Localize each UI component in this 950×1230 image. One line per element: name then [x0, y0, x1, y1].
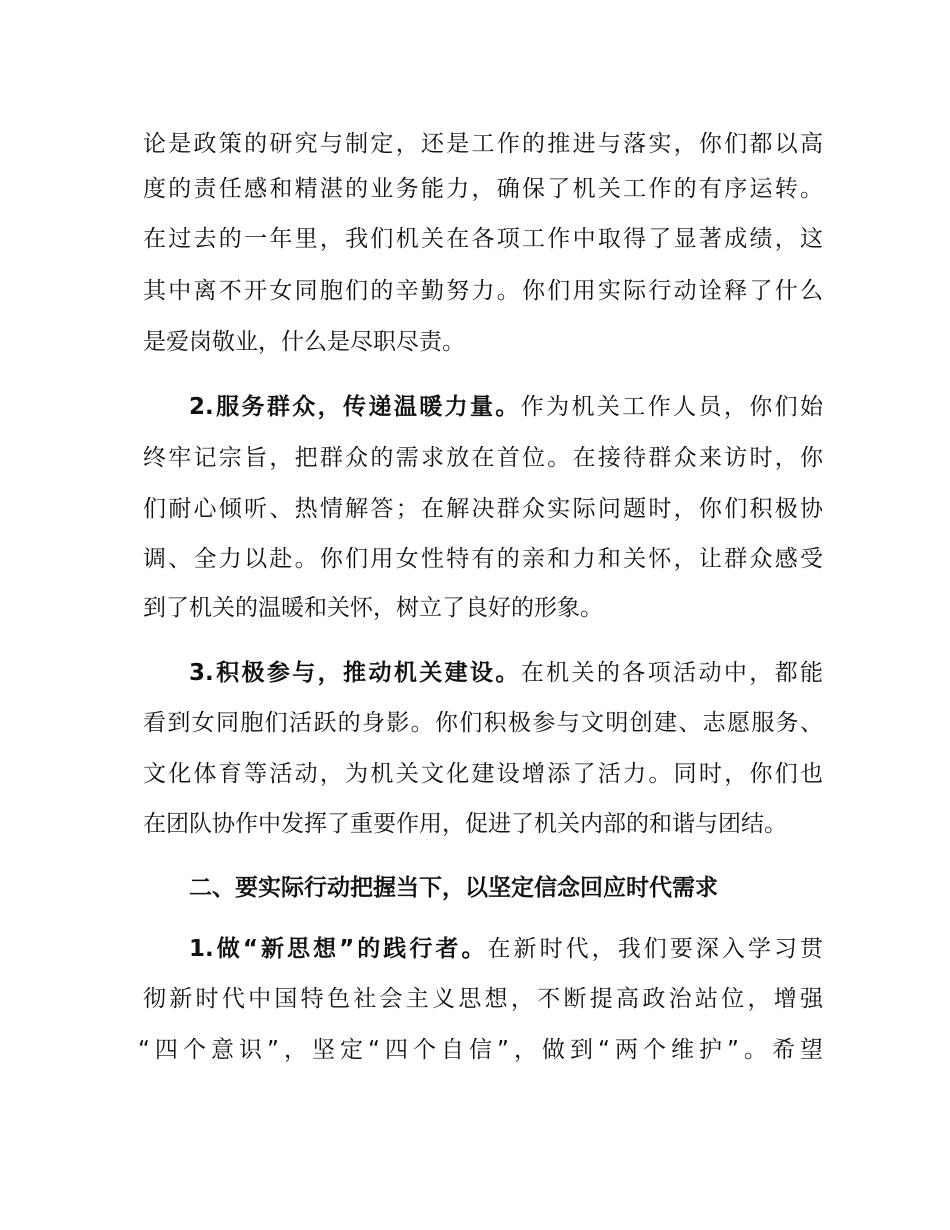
- paragraph-4-lead-heading: 1.做“新思想”的践行者。: [189, 936, 488, 962]
- paragraph-2-line-3: 们耐心倾听、热情解答；在解决群众实际问题时，你们积极协: [143, 496, 823, 522]
- paragraph-1-line-2: 度的责任感和精湛的业务能力，确保了机关工作的有序运转。: [143, 176, 823, 202]
- paragraph-3-line-4: 在团队协作中发挥了重要作用，促进了机关内部的和谐与团结。: [143, 811, 787, 837]
- paragraph-3-line-2: 看到女同胞们活跃的身影。你们积极参与文明创建、志愿服务、: [143, 710, 823, 736]
- paragraph-2-line-2: 终牢记宗旨，把群众的需求放在首位。在接待群众来访时，你: [143, 445, 823, 471]
- paragraph-4-lead-text: 在新时代，我们要深入学习贯: [487, 936, 823, 962]
- paragraph-1-line-4: 其中离不开女同胞们的辛勤努力。你们用实际行动诠释了什么: [143, 278, 823, 304]
- paragraph-1-line-5: 是爱岗敬业，什么是尽职尽责。: [143, 329, 465, 355]
- paragraph-2-first-line: [189, 387, 823, 427]
- paragraph-4-first-line: [189, 929, 823, 969]
- paragraph-3-first-line: [189, 653, 823, 693]
- paragraph-2-lead-heading: 2.服务群众，传递温暖力量。: [189, 394, 521, 420]
- paragraph-3-line-3: 文化体育等活动，为机关文化建设增添了活力。同时，你们也: [143, 761, 823, 787]
- paragraph-1-line-1: 论是政策的研究与制定，还是工作的推进与落实，你们都以高: [143, 131, 823, 157]
- paragraph-2-line-5: 到了机关的温暖和关怀，树立了良好的形象。: [143, 595, 603, 621]
- paragraph-3-lead-heading: 3.积极参与，推动机关建设。: [189, 660, 521, 686]
- paragraph-2-lead-text: 作为机关工作人员，你们始: [520, 394, 824, 420]
- paragraph-1-line-3: 在过去的一年里，我们机关在各项工作中取得了显著成绩，这: [143, 226, 823, 252]
- paragraph-3-lead-text: 在机关的各项活动中，都能: [520, 660, 824, 686]
- paragraph-2-line-4: 调、全力以赴。你们用女性特有的亲和力和关怀，让群众感受: [143, 546, 823, 572]
- paragraph-4-line-2: 彻新时代中国特色社会主义思想，不断提高政治站位，增强: [143, 986, 823, 1012]
- paragraph-4-line-3: “四个意识”，坚定“四个自信”，做到“两个维护”。希望: [138, 1037, 823, 1063]
- section-heading: 二、要实际行动把握当下，以坚定信念回应时代需求: [189, 875, 718, 901]
